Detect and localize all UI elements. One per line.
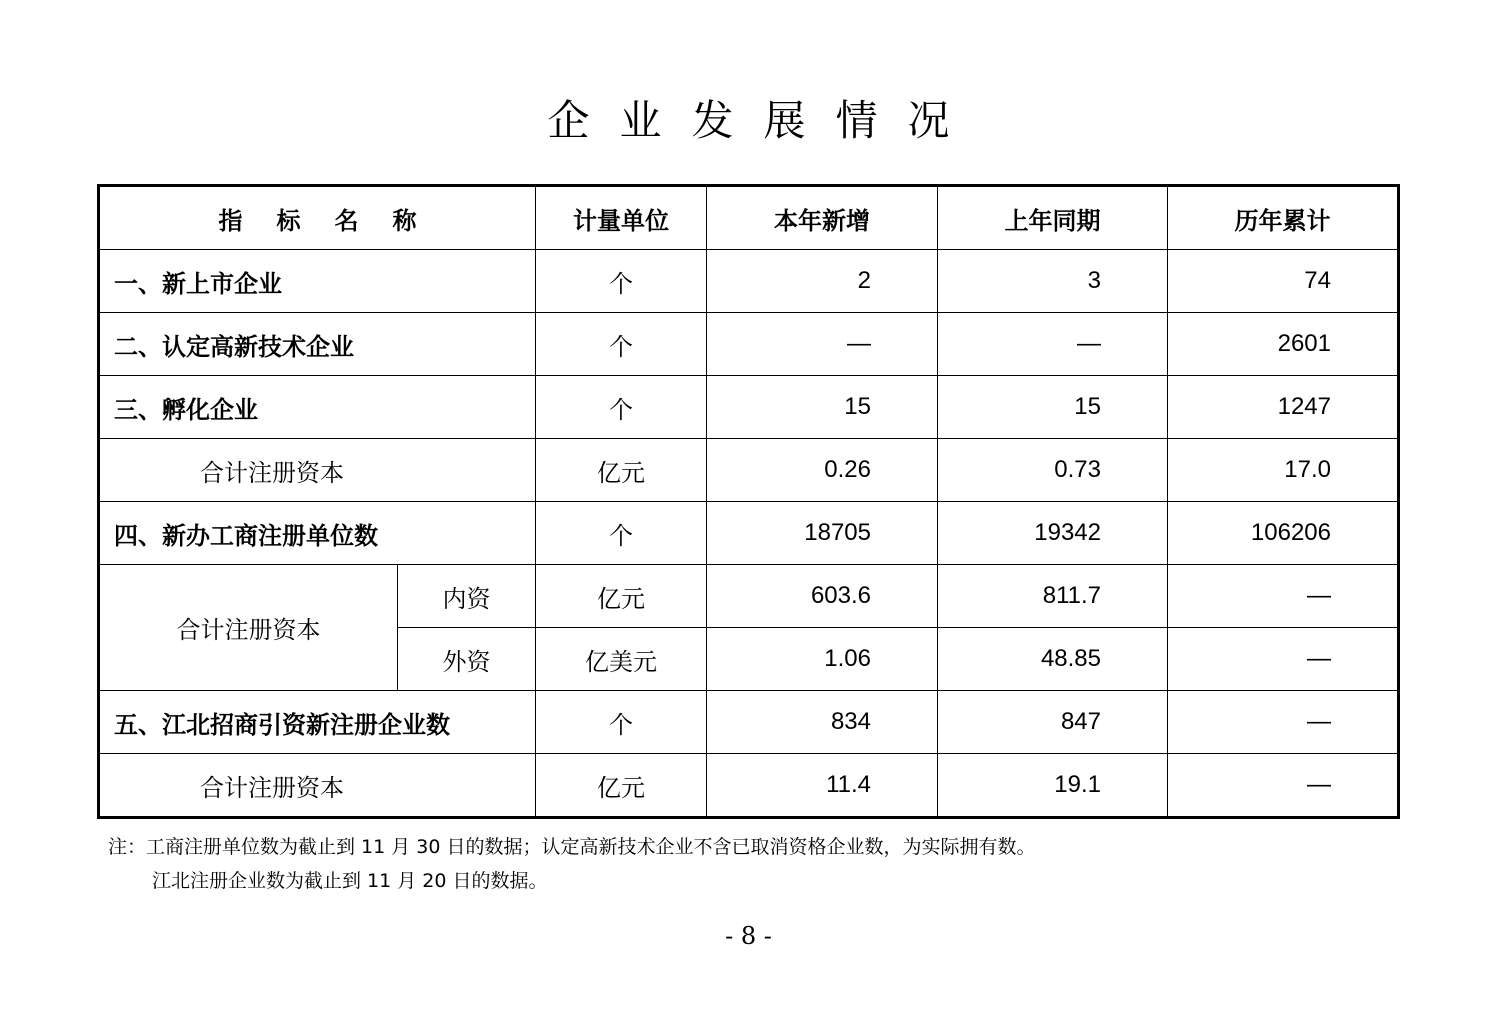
page-title: 企业发展情况: [547, 96, 980, 145]
row-sub-label: 内资: [398, 565, 536, 628]
row-this-year: 15: [707, 376, 938, 439]
header-indicator-name: 指标名称: [99, 186, 536, 250]
row-unit: 个: [536, 691, 707, 754]
row-unit: 个: [536, 502, 707, 565]
row-label: 合计注册资本: [99, 439, 536, 502]
row-unit: 个: [536, 313, 707, 376]
row-unit: 个: [536, 250, 707, 313]
table-row: [99, 250, 1399, 313]
row-cumulative: 74: [1168, 250, 1399, 313]
row-last-year: —: [938, 313, 1168, 376]
row-sub-label: 外资: [398, 628, 536, 691]
row-this-year: 0.26: [707, 439, 938, 502]
row-this-year: 603.6: [707, 565, 938, 628]
table-row: [99, 691, 1399, 754]
row-unit: 亿美元: [536, 628, 707, 691]
row-unit: 个: [536, 376, 707, 439]
footnote-2: 江北注册企业数为截止到 11 月 20 日的数据。: [152, 870, 548, 892]
row-label: 一、新上市企业: [99, 250, 536, 313]
row-cumulative: 106206: [1168, 502, 1399, 565]
row-last-year: 19342: [938, 502, 1168, 565]
enterprise-table: [97, 184, 1400, 819]
row-last-year: 48.85: [938, 628, 1168, 691]
table-row: [99, 754, 1399, 818]
row-cumulative: —: [1168, 691, 1399, 754]
row-this-year: 2: [707, 250, 938, 313]
row-this-year: 1.06: [707, 628, 938, 691]
row-unit: 亿元: [536, 565, 707, 628]
table-row: [99, 502, 1399, 565]
row-cumulative: —: [1168, 754, 1399, 818]
row-last-year: 811.7: [938, 565, 1168, 628]
row-cumulative: —: [1168, 565, 1399, 628]
row-last-year: 15: [938, 376, 1168, 439]
row-unit: 亿元: [536, 439, 707, 502]
footnote-1: 注：工商注册单位数为截止到 11 月 30 日的数据；认定高新技术企业不含已取消资格企业数，为实际拥有数。: [108, 836, 1036, 858]
row-cumulative: 2601: [1168, 313, 1399, 376]
header-last-year: 上年同期: [938, 186, 1168, 250]
row-cumulative: —: [1168, 628, 1399, 691]
row-cumulative: 1247: [1168, 376, 1399, 439]
row-unit: 亿元: [536, 754, 707, 818]
page-number: - 8 -: [725, 922, 772, 950]
row-label: 三、孵化企业: [99, 376, 536, 439]
row-cumulative: 17.0: [1168, 439, 1399, 502]
row-this-year: 834: [707, 691, 938, 754]
row-last-year: 0.73: [938, 439, 1168, 502]
row-last-year: 3: [938, 250, 1168, 313]
table-row: [99, 376, 1399, 439]
header-this-year: 本年新增: [707, 186, 938, 250]
row-label: 合计注册资本: [99, 565, 398, 691]
row-label: 四、新办工商注册单位数: [99, 502, 536, 565]
row-label: 二、认定高新技术企业: [99, 313, 536, 376]
table-row: [99, 565, 1399, 628]
table-row: [99, 439, 1399, 502]
row-label: 五、江北招商引资新注册企业数: [99, 691, 536, 754]
row-label: 合计注册资本: [99, 754, 536, 818]
row-this-year: 11.4: [707, 754, 938, 818]
header-cumulative: 历年累计: [1168, 186, 1399, 250]
row-this-year: —: [707, 313, 938, 376]
table-header-row: [99, 186, 1399, 250]
header-unit: 计量单位: [536, 186, 707, 250]
table-row: [99, 313, 1399, 376]
row-this-year: 18705: [707, 502, 938, 565]
row-last-year: 847: [938, 691, 1168, 754]
row-last-year: 19.1: [938, 754, 1168, 818]
